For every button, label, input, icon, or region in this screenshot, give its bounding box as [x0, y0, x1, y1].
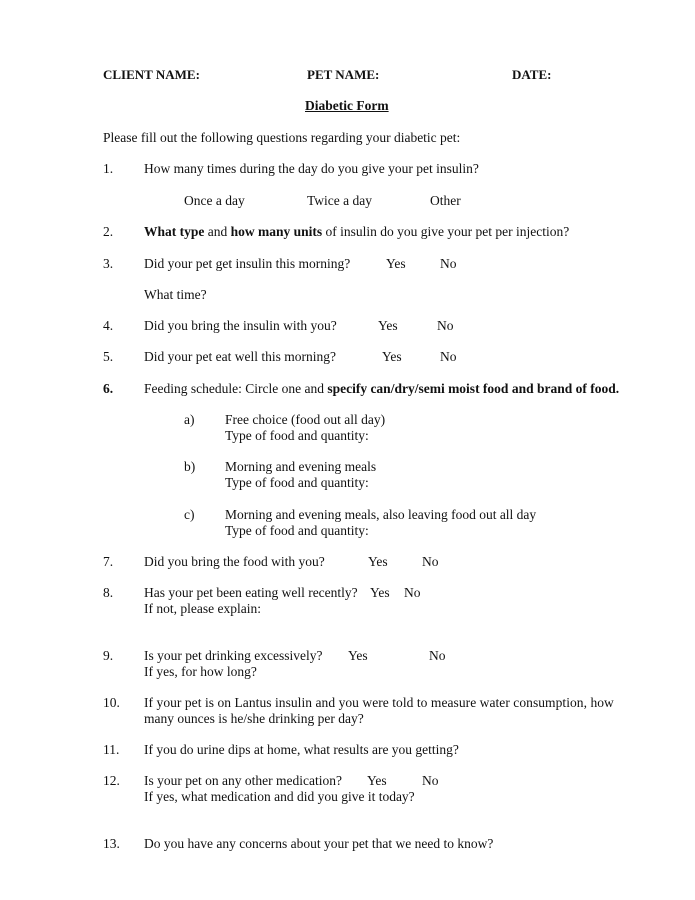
followup-text: If yes, what medication and did you give it today? — [144, 789, 415, 804]
question-text: Has your pet been eating well recently? — [144, 585, 358, 600]
q2-bold-units: how many units — [230, 224, 323, 239]
question-number: 12. — [103, 773, 120, 788]
sub-line: Type of food and quantity: — [225, 475, 369, 490]
yes-option: Yes — [367, 773, 387, 788]
no-option: No — [422, 773, 439, 788]
no-option: No — [440, 256, 457, 271]
no-option: No — [429, 648, 446, 663]
no-option: No — [404, 585, 421, 600]
q6-bold: specify can/dry/semi moist food and brand of food. — [327, 381, 620, 396]
question-text: If you do urine dips at home, what results are you getting? — [144, 742, 459, 757]
question-text: Is your pet drinking excessively? — [144, 648, 323, 663]
question-text — [144, 381, 619, 397]
form-title: Diabetic Form — [305, 98, 389, 113]
sub-letter: b) — [184, 459, 196, 474]
question-number: 11. — [103, 742, 120, 757]
question-text: How many times during the day do you give your pet insulin? — [144, 161, 479, 176]
question-number: 3. — [103, 256, 114, 271]
option-twice-a-day: Twice a day — [307, 193, 373, 208]
q2-rest: of insulin do you give your pet per injection? — [322, 224, 570, 239]
sub-line: Type of food and quantity: — [225, 523, 369, 538]
pet-name-label: PET NAME: — [307, 67, 380, 82]
q6-text: Feeding schedule: Circle one and — [144, 381, 328, 396]
followup-text: What time? — [144, 287, 207, 302]
question-number: 7. — [103, 554, 114, 569]
intro-text: Please fill out the following questions regarding your diabetic pet: — [103, 130, 461, 145]
no-option: No — [437, 318, 454, 333]
yes-option: Yes — [382, 349, 402, 364]
question-text: Did your pet get insulin this morning? — [144, 256, 351, 271]
yes-option: Yes — [378, 318, 398, 333]
sub-line: Morning and evening meals, also leaving food out all day — [225, 507, 537, 522]
question-text: Did your pet eat well this morning? — [144, 349, 336, 364]
yes-option: Yes — [368, 554, 388, 569]
no-option: No — [422, 554, 439, 569]
client-name-label: CLIENT NAME: — [103, 67, 200, 82]
question-text-cont: many ounces is he/she drinking per day? — [144, 711, 364, 726]
option-once-a-day: Once a day — [184, 193, 245, 208]
yes-option: Yes — [386, 256, 406, 271]
question-text: Is your pet on any other medication? — [144, 773, 342, 788]
question-number: 4. — [103, 318, 114, 333]
question-number: 2. — [103, 224, 114, 239]
question-number: 10. — [103, 695, 120, 710]
option-other: Other — [430, 193, 461, 208]
question-number: 1. — [103, 161, 114, 176]
question-text: If your pet is on Lantus insulin and you were told to measure water consumption, how — [144, 695, 614, 710]
sub-line: Morning and evening meals — [225, 459, 377, 474]
question-number: 8. — [103, 585, 114, 600]
question-text: Do you have any concerns about your pet that we need to know? — [144, 836, 494, 851]
sub-line: Type of food and quantity: — [225, 428, 369, 443]
q2-and: and — [204, 224, 231, 239]
question-number: 9. — [103, 648, 114, 663]
followup-text: If yes, for how long? — [144, 664, 257, 679]
q2-bold-type: What type — [144, 224, 205, 239]
question-text — [144, 224, 569, 240]
yes-option: Yes — [348, 648, 368, 663]
yes-option: Yes — [370, 585, 390, 600]
question-text: Did you bring the insulin with you? — [144, 318, 337, 333]
question-number: 5. — [103, 349, 114, 364]
no-option: No — [440, 349, 457, 364]
question-text: Did you bring the food with you? — [144, 554, 325, 569]
question-number: 13. — [103, 836, 120, 851]
date-label: DATE: — [512, 67, 552, 82]
sub-line: Free choice (food out all day) — [225, 412, 386, 427]
sub-letter: a) — [184, 412, 195, 427]
sub-letter: c) — [184, 507, 195, 522]
followup-text: If not, please explain: — [144, 601, 261, 616]
question-number: 6. — [103, 381, 114, 396]
